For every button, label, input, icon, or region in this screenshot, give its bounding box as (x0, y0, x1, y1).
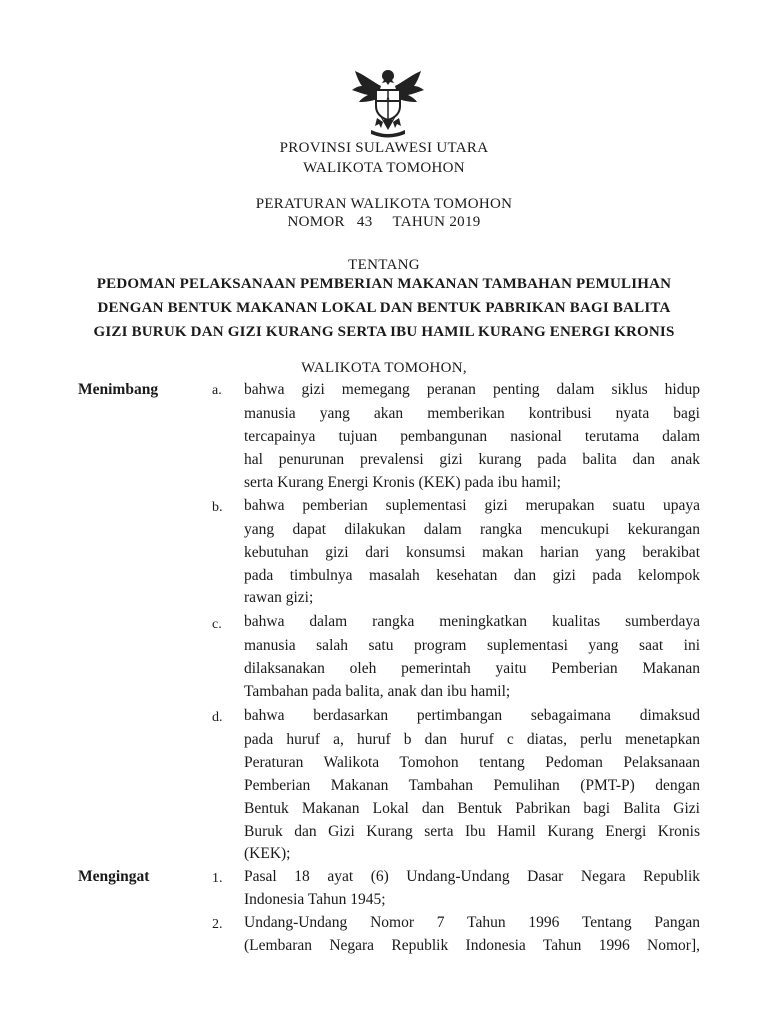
clause-line: rawan gizi; (244, 589, 314, 606)
list-marker: b. (212, 500, 223, 515)
clause-line: hal penurunan prevalensi gizi kurang pada balita dan anak (244, 451, 700, 468)
regulation-number: NOMOR 43 TAHUN 2019 (287, 214, 481, 230)
clause-line: (KEK); (244, 845, 291, 862)
clause-line: Tambahan pada balita, anak dan ibu hamil; (244, 683, 511, 700)
regulation-title: PERATURAN WALIKOTA TOMOHON (255, 196, 513, 212)
mengingat-label: Mengingat (78, 868, 150, 885)
mayor-title: WALIKOTA TOMOHON (303, 160, 465, 176)
clause-line: (Lembaran Negara Republik Indonesia Tahun 1996 Nomor], (244, 937, 700, 954)
clause-line: Pemberian Makanan Tambahan Pemulihan (PMT-P) dengan (244, 777, 700, 794)
regulation-subject-line: PEDOMAN PELAKSANAAN PEMBERIAN MAKANAN TAMBAHAN PEMULIHAN (96, 276, 672, 292)
clause-line: bahwa dalam rangka meningkatkan kualitas sumberdaya (244, 613, 700, 630)
menimbang-label: Menimbang (78, 381, 159, 398)
clause-line: manusia yang akan memberikan kontribusi nyata bagi (244, 405, 700, 422)
list-marker: c. (212, 617, 222, 632)
clause-line: Pasal 18 ayat (6) Undang-Undang Dasar Negara Republik (244, 868, 700, 885)
regulation-subject-line: GIZI BURUK DAN GIZI KURANG SERTA IBU HAMIL KURANG ENERGI KRONIS (93, 324, 675, 340)
garuda-emblem-icon (347, 68, 429, 138)
clause-line: Peraturan Walikota Tomohon tentang Pedoman Pelaksanaan (244, 754, 700, 771)
issuer-title: WALIKOTA TOMOHON, (301, 360, 467, 376)
list-marker: 2. (212, 917, 223, 932)
clause-line: serta Kurang Energi Kronis (KEK) pada ibu hamil; (244, 474, 561, 491)
clause-line: bahwa berdasarkan pertimbangan sebagaimana dimaksud (244, 707, 700, 724)
clause-line: dilaksanakan oleh pemerintah yaitu Pemberian Makanan (244, 660, 700, 677)
clause-line: yang dapat dilakukan dalam rangka mencukupi kekurangan (244, 521, 700, 538)
clause-line: kebutuhan gizi dari konsumsi makan harian yang berakibat (244, 544, 700, 561)
clause-line: tercapainya tujuan pembangunan nasional terutama dalam (244, 428, 700, 445)
clause-line: Indonesia Tahun 1945; (244, 891, 386, 908)
clause-line: bahwa pemberian suplementasi gizi merupakan suatu upaya (244, 497, 700, 514)
about-label: TENTANG (348, 257, 420, 273)
clause-line: pada huruf a, huruf b dan huruf c diatas, perlu menetapkan (244, 731, 700, 748)
clause-line: manusia salah satu program suplementasi yang saat ini (244, 637, 700, 654)
regulation-subject-line: DENGAN BENTUK MAKANAN LOKAL DAN BENTUK PABRIKAN BAGI BALITA (97, 300, 671, 316)
list-marker: 1. (212, 871, 223, 886)
list-marker: a. (212, 383, 222, 398)
clause-line: Undang-Undang Nomor 7 Tahun 1996 Tentang Pangan (244, 914, 700, 931)
clause-line: Bentuk Makanan Lokal dan Bentuk Pabrikan bagi Balita Gizi (244, 800, 700, 817)
clause-line: bahwa gizi memegang peranan penting dalam siklus hidup (244, 381, 700, 398)
list-marker: d. (212, 710, 223, 725)
clause-line: Buruk dan Gizi Kurang serta Ibu Hamil Kurang Energi Kronis (244, 823, 700, 840)
province-name: PROVINSI SULAWESI UTARA (279, 140, 489, 156)
clause-line: pada timbulnya masalah kesehatan dan gizi pada kelompok (244, 567, 700, 584)
